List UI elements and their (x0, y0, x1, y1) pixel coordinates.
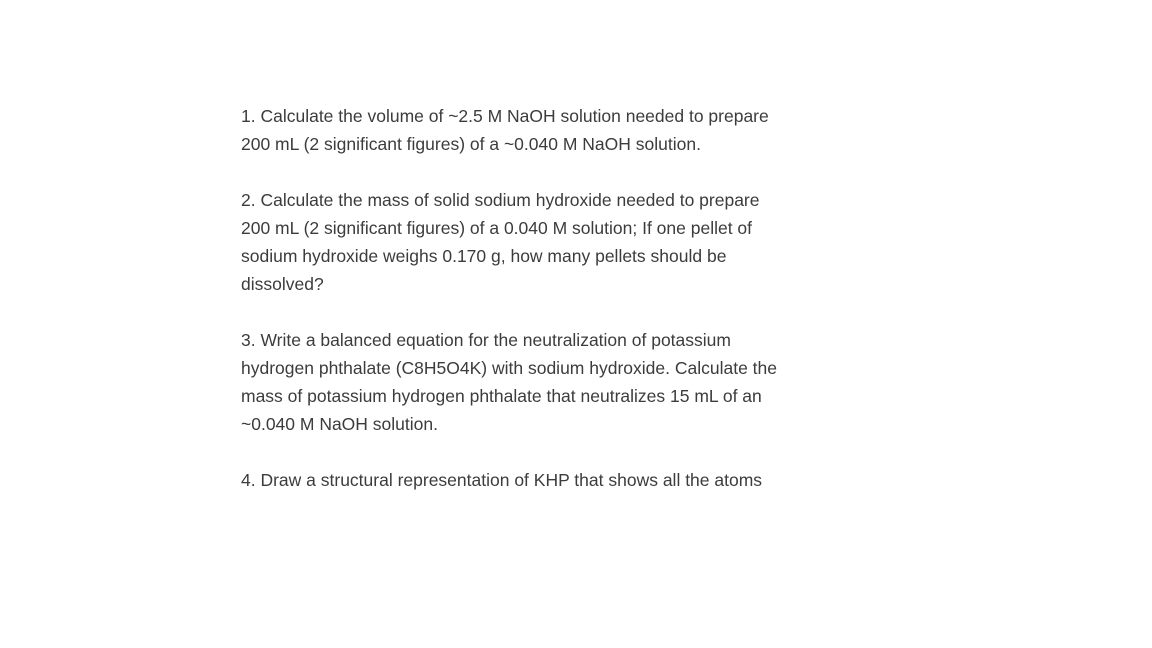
question-1 (241, 102, 801, 158)
question-1-line-2: 200 mL (2 significant figures) of a ~0.040 M NaOH solution. (241, 134, 701, 154)
question-2-line-3: sodium hydroxide weighs 0.170 g, how many pellets should be (241, 246, 727, 266)
question-3-line-2: hydrogen phthalate (C8H5O4K) with sodium hydroxide. Calculate the (241, 358, 777, 378)
question-3-line-3: mass of potassium hydrogen phthalate that neutralizes 15 mL of an (241, 386, 762, 406)
question-list (241, 102, 801, 522)
question-3-line-4: ~0.040 M NaOH solution. (241, 414, 438, 434)
question-1-line-1: 1. Calculate the volume of ~2.5 M NaOH solution needed to prepare (241, 106, 769, 126)
question-2-line-1: 2. Calculate the mass of solid sodium hydroxide needed to prepare (241, 190, 760, 210)
question-2 (241, 186, 801, 298)
question-2-line-2: 200 mL (2 significant figures) of a 0.040 M solution; If one pellet of (241, 218, 753, 238)
question-3 (241, 326, 801, 438)
question-3-line-1: 3. Write a balanced equation for the neutralization of potassium (241, 330, 731, 350)
question-4 (241, 466, 801, 494)
question-2-line-4: dissolved? (241, 274, 324, 294)
question-4-line-1: 4. Draw a structural representation of KHP that shows all the atoms (241, 470, 763, 490)
